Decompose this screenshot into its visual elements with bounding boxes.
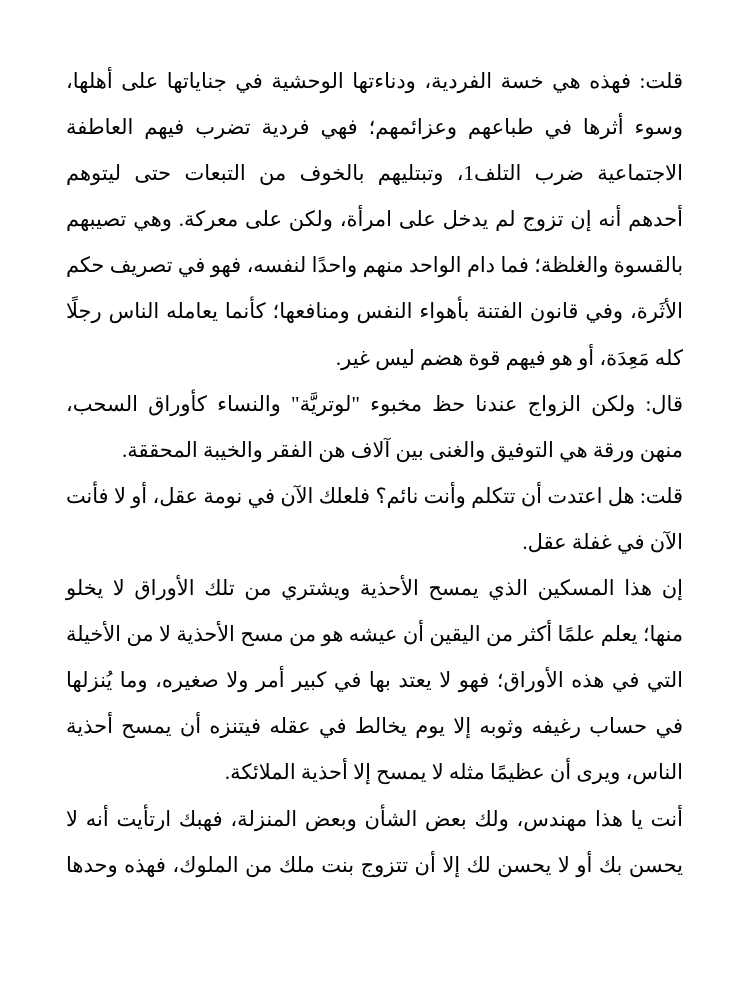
text-line: الأثَرة، وفي قانون الفتنة بأهواء النفس ومنافعها؛ كأنما يعامله الناس رجلًا — [66, 299, 683, 324]
text-line: وسوء أثرها في طباعهم وعزائمهم؛ فهي فردية تضرب فيهم العاطفة — [66, 115, 683, 140]
text-line: التي في هذه الأوراق؛ فهو لا يعتد بها في كبير أمر ولا صغيره، وما يُنزلها — [66, 668, 683, 693]
paragraph — [66, 796, 683, 888]
paragraph — [66, 58, 683, 381]
paragraph — [66, 565, 683, 795]
text-line: الناس، ويرى أن عظيمًا مثله لا يمسح إلا أحذية الملائكة. — [224, 760, 683, 785]
text-line: قلت: هل اعتدت أن تتكلم وأنت نائم؟ فلعلك الآن في نومة عقل، أو لا فأنت — [66, 483, 683, 508]
text-line: إن هذا المسكين الذي يمسح الأحذية ويشتري من تلك الأوراق لا يخلو — [66, 576, 683, 601]
text-line: يحسن بك أو لا يحسن لك إلا أن تتزوج بنت ملك من الملوك، فهذه وحدها — [66, 852, 683, 877]
text-line: قلت: فهذه هي خسة الفردية، ودناءتها الوحشية في جناياتها على أهلها، — [66, 69, 683, 93]
text-line: أنت يا هذا مهندس، ولك بعض الشأن وبعض المنزلة، فهبك ارتأيت أنه لا — [66, 806, 683, 831]
text-line: أحدهم أنه إن تزوج لم يدخل على امرأة، ولكن على معركة. وهي تصيبهم — [66, 207, 683, 232]
paragraph — [66, 381, 683, 473]
text-line: قال: ولكن الزواج عندنا حظ مخبوء "لوتريَّة" والنساء كأوراق السحب، — [66, 391, 683, 416]
paragraph — [66, 473, 683, 565]
text-line: في حساب رغيفه وثوبه إلا يوم يخالط في عقله فيتنزه أن يمسح أحذية — [66, 714, 683, 739]
text-line: منهن ورقة هي التوفيق والغنى بين آلاف هن الفقر والخيبة المحققة. — [122, 437, 683, 462]
text-line: منها؛ يعلم علمًا أكثر من اليقين أن عيشه هو من مسح الأحذية لا من الأخيلة — [66, 622, 683, 647]
text-line: كله مَعِدَة، أو هو فيهم قوة هضم ليس غير. — [335, 345, 683, 370]
text-line: الآن في غفلة عقل. — [522, 529, 683, 554]
text-line: بالقسوة والغلظة؛ فما دام الواحد منهم واحدًا لنفسه، فهو في تصريف حكم — [66, 253, 683, 278]
document-page — [66, 58, 683, 888]
text-line: الاجتماعية ضرب التلف1، وتبتليهم بالخوف من التبعات حتى ليتوهم — [66, 161, 683, 186]
